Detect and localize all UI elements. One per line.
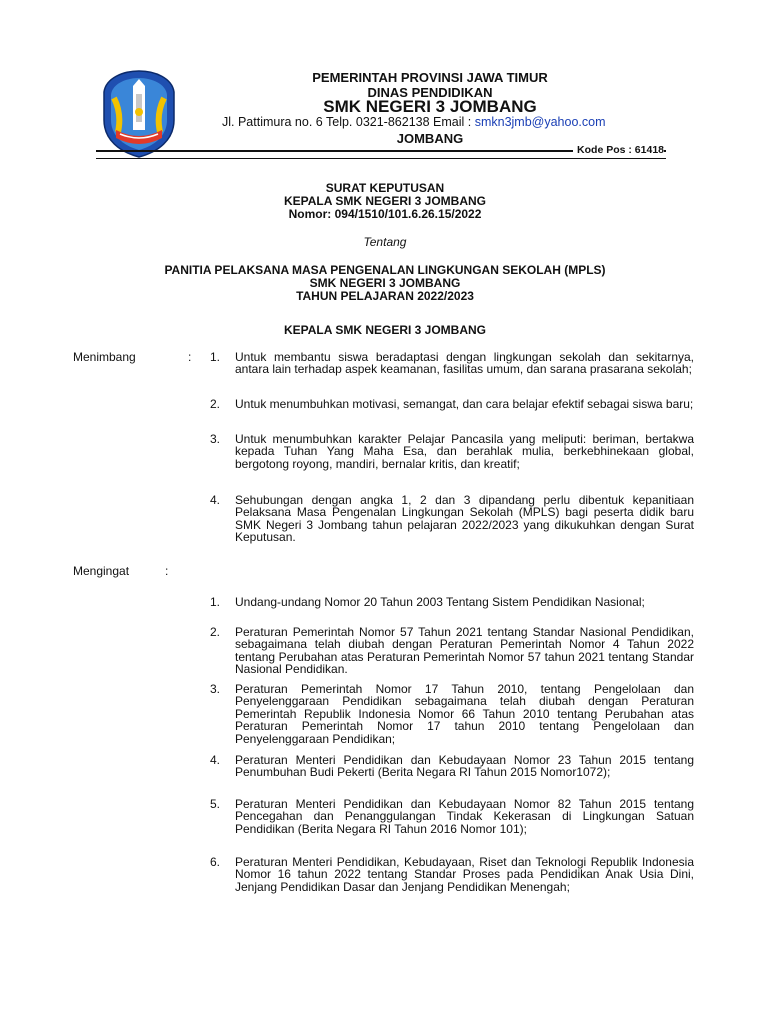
- decree-title: SURAT KEPUTUSAN: [325, 181, 445, 195]
- letterhead-city: JOMBANG: [396, 131, 464, 146]
- item-number: 5.: [210, 797, 221, 811]
- list-item: [210, 351, 694, 376]
- jawa-timur-emblem-icon: [100, 68, 178, 160]
- subject-line-1: PANITIA PELAKSANA MASA PENGENALAN LINGKUNGAN SEKOLAH (MPLS): [164, 263, 606, 277]
- mengingat-colon: :: [165, 564, 169, 578]
- item-number: 4.: [210, 753, 221, 767]
- item-text: Peraturan Menteri Pendidikan dan Kebudayaan Nomor 82 Tahun 2015 tentang Pencegahan dan Penanggulangan Tindak Kekerasan di Lingkungan Satuan Pendidikan (Berita Negara RI Tahun 2016 Nomor 101);: [235, 797, 694, 836]
- item-text: Sehubungan dengan angka 1, 2 dan 3 dipandang perlu dibentuk kepanitiaan Pelaksana Masa Pengenalan Lingkungan Sekolah (MPLS) bagi peserta didik baru SMK Negeri 3 Jombang tahun pelajaran 2022/2023 yang dikukuhkan dengan Surat Keputusan.: [235, 493, 694, 545]
- list-item: [210, 754, 694, 779]
- letterhead-address: [222, 115, 652, 129]
- email-link[interactable]: smkn3jmb@yahoo.com: [474, 115, 606, 129]
- item-text: Peraturan Menteri Pendidikan, Kebudayaan, Riset dan Teknologi Republik Indonesia Nomor 16 tahun 2022 tentang Standar Proses pada Pendidikan Anak Usia Dini, Jenjang Pendidikan Dasar dan Jenjang Pendidikan Menengah;: [235, 855, 694, 894]
- menimbang-label: Menimbang: [73, 350, 136, 364]
- decree-issuer: KEPALA SMK NEGERI 3 JOMBANG: [283, 194, 487, 208]
- decree-number: Nomor: 094/1510/101.6.26.15/2022: [288, 207, 482, 221]
- tentang-label: Tentang: [363, 235, 407, 249]
- item-number: 3.: [210, 682, 221, 696]
- item-text: Peraturan Pemerintah Nomor 57 Tahun 2021 tentang Standar Nasional Pendidikan, sebagaimana telah diubah dengan Peraturan Pemerintah Nomor 4 Tahun 2022 tentang Perubahan atas Peraturan Pemerintah Nomor 57 tahun 2021 tentang Standar Nasional Pendidikan.: [235, 625, 694, 677]
- item-number: 2.: [210, 397, 221, 411]
- postal-code: Kode Pos : 61418: [573, 144, 664, 156]
- mengingat-label: Mengingat: [73, 564, 130, 578]
- list-item: [210, 433, 694, 470]
- item-text: Peraturan Menteri Pendidikan dan Kebudayaan Nomor 23 Tahun 2015 tentang Penumbuhan Budi Pekerti (Berita Negara RI Tahun 2015 Nomor1072);: [235, 753, 694, 780]
- item-text: Untuk menumbuhkan karakter Pelajar Pancasila yang meliputi: beriman, bertakwa kepada Tuhan Yang Maha Esa, dan berahlak mulia, berkebhinekaan global, bergotong royong, mandiri, bernalar kritis, dan kreatif;: [235, 432, 694, 471]
- item-number: 1.: [210, 595, 221, 609]
- item-number: 1.: [210, 350, 221, 364]
- item-text: Untuk menumbuhkan motivasi, semangat, dan cara belajar efektif sebagai siswa baru;: [235, 397, 694, 411]
- item-number: 4.: [210, 493, 221, 507]
- list-item: [210, 626, 694, 676]
- letterhead-department: DINAS PENDIDIKAN: [367, 85, 493, 100]
- list-item: [210, 856, 694, 893]
- item-number: 6.: [210, 855, 221, 869]
- item-text: Peraturan Pemerintah Nomor 17 Tahun 2010, tentang Pengelolaan dan Penyelenggaraan Pendidikan sebagaimana telah diubah dengan Peraturan Pemerintah Republik Indonesia Nomor 66 Tahun 2010 tentang Perubahan atas Peraturan Pemerintah Nomor 17 tahun 2010 tentang Pengelolaan dan Penyelenggaraan Pendidikan;: [235, 682, 694, 746]
- item-text: Undang-undang Nomor 20 Tahun 2003 Tentang Sistem Pendidikan Nasional;: [235, 595, 645, 609]
- item-number: 2.: [210, 625, 221, 639]
- list-item: [210, 398, 694, 410]
- list-item: [210, 494, 694, 544]
- list-item: [210, 683, 694, 745]
- list-item: [210, 798, 694, 835]
- menimbang-colon: :: [188, 350, 192, 364]
- letterhead-school-name: SMK NEGERI 3 JOMBANG: [323, 97, 537, 116]
- letterhead-government: PEMERINTAH PROVINSI JAWA TIMUR: [312, 70, 548, 85]
- item-number: 3.: [210, 432, 221, 446]
- letterhead-rule-thin: [96, 158, 666, 159]
- list-item: [210, 596, 694, 608]
- subject-line-2: SMK NEGERI 3 JOMBANG: [309, 276, 461, 290]
- section-heading: KEPALA SMK NEGERI 3 JOMBANG: [283, 323, 487, 337]
- subject-line-3: TAHUN PELAJARAN 2022/2023: [296, 289, 474, 303]
- address-text: Jl. Pattimura no. 6 Telp. 0321-862138 Email :: [222, 115, 475, 129]
- item-text: Untuk membantu siswa beradaptasi dengan lingkungan sekolah dan sekitarnya, antara lain terhadap aspek keamanan, fasilitas umum, dan sarana prasarana sekolah;: [235, 350, 694, 377]
